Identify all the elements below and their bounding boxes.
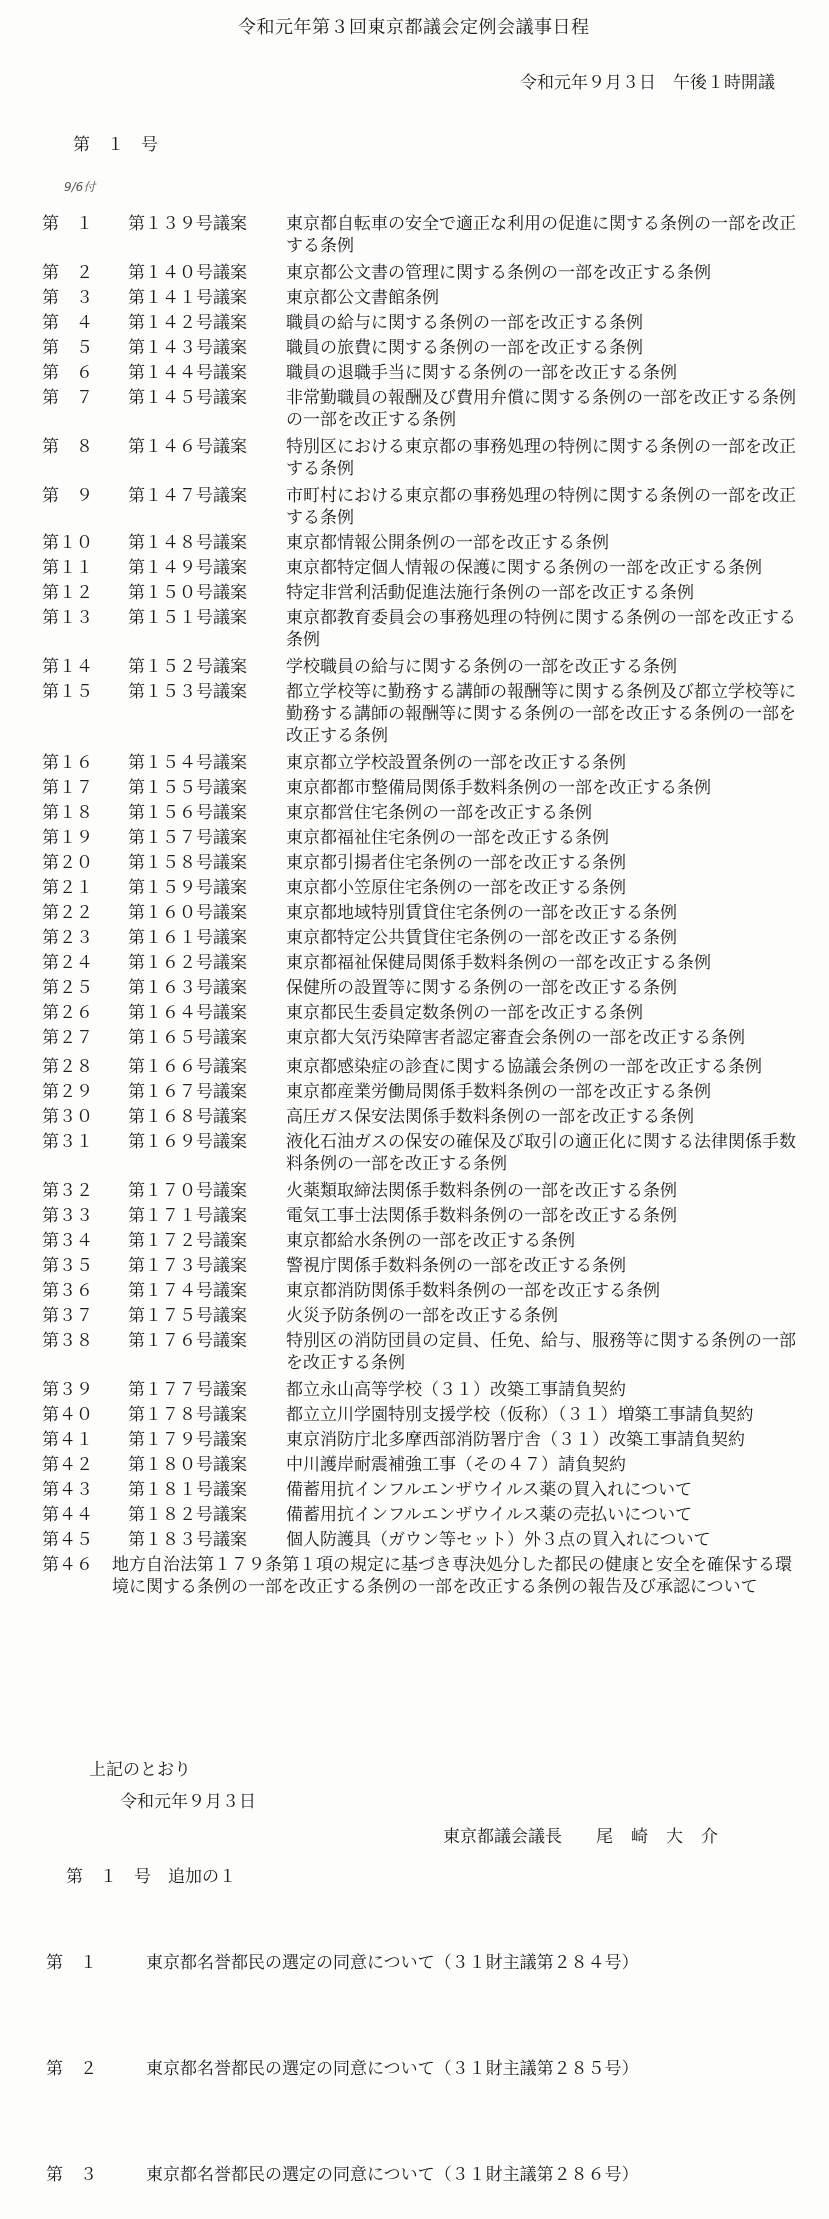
agenda-item: [0, 681, 829, 747]
agenda-item-title: 高圧ガス保安法関係手数料条例の一部を改正する条例: [286, 1107, 694, 1127]
agenda-item-number: 第３９: [42, 1380, 93, 1400]
agenda-item-bill: 第１６４号議案: [128, 1003, 247, 1023]
agenda-item-number: 第２８: [42, 1057, 93, 1077]
agenda-item-bill: 第１４８号議案: [128, 533, 247, 553]
agenda-item-number: 第２９: [42, 1082, 93, 1102]
agenda-item-bill: 第１４３号議案: [128, 338, 247, 358]
agenda-item-number: 第１２: [42, 583, 93, 603]
agenda-item-bill: 第１６３号議案: [128, 978, 247, 998]
agenda-item-number: 第１６: [42, 753, 93, 773]
agenda-item-number: 第 ７: [42, 388, 93, 408]
agenda-item-bill: 第１８０号議案: [128, 1455, 247, 1475]
agenda-item-title: 特別区における東京都の事務処理の特例に関する条例の一部を改正する条例: [286, 437, 796, 479]
agenda-item-bill: 第１７０号議案: [128, 1181, 247, 1201]
agenda-item: [0, 1305, 829, 1327]
agenda-item-title: 東京都感染症の診査に関する協議会条例の一部を改正する条例: [286, 1057, 762, 1077]
agenda-item: [0, 1027, 829, 1049]
agenda-item-title: 備蓄用抗インフルエンザウイルス薬の売払いについて: [286, 1505, 692, 1525]
agenda-item-title: 東京都福祉保健局関係手数料条例の一部を改正する条例: [286, 953, 711, 973]
agenda-item: [0, 656, 829, 678]
agenda-item-number: 第３８: [42, 1331, 93, 1351]
agenda-item-number: 第 ３: [42, 288, 93, 308]
agenda-item: [0, 387, 829, 431]
agenda-item: [0, 927, 829, 949]
additional-item-number: 第 １: [46, 1953, 97, 1973]
session-datetime: 令和元年９月３日 午後１時開議: [520, 73, 775, 93]
agenda-item-number: 第 ９: [42, 486, 93, 506]
agenda-item-number: 第１５: [42, 682, 93, 702]
agenda-item: [0, 1002, 829, 1024]
agenda-item-title: 東京都立学校設置条例の一部を改正する条例: [286, 753, 626, 773]
agenda-list: [0, 210, 829, 1598]
agenda-item: [0, 607, 829, 651]
agenda-item-number: 第３２: [42, 1181, 93, 1201]
additional-item-number: 第 ２: [46, 2059, 97, 2079]
agenda-item-number: 第２４: [42, 953, 93, 973]
agenda-item-title: 職員の旅費に関する条例の一部を改正する条例: [286, 338, 643, 358]
agenda-item-title: 東京都公文書の管理に関する条例の一部を改正する条例: [286, 263, 711, 283]
agenda-item: [0, 262, 829, 284]
agenda-item-bill: 第１８３号議案: [128, 1530, 247, 1550]
agenda-item: [0, 1529, 829, 1551]
handwritten-note: 9/6付: [64, 180, 96, 194]
agenda-item-bill: 第１５７号議案: [128, 828, 247, 848]
agenda-item-title: 東京都営住宅条例の一部を改正する条例: [286, 803, 592, 823]
agenda-item-number: 第２０: [42, 853, 93, 873]
agenda-item-number: 第２３: [42, 928, 93, 948]
agenda-item: [0, 1230, 829, 1252]
agenda-item-title: 市町村における東京都の事務処理の特例に関する条例の一部を改正する条例: [286, 486, 796, 528]
agenda-item-bill: 第１５０号議案: [128, 583, 247, 603]
agenda-item: [0, 485, 829, 529]
agenda-item-title: 職員の退職手当に関する条例の一部を改正する条例: [286, 363, 677, 383]
agenda-item-number: 第４５: [42, 1530, 93, 1550]
agenda-item-bill: 第１８２号議案: [128, 1505, 247, 1525]
agenda-item-bill: 第１７７号議案: [128, 1380, 247, 1400]
agenda-item-number: 第３６: [42, 1281, 93, 1301]
agenda-item-bill: 第１６６号議案: [128, 1057, 247, 1077]
agenda-item-title: 東京都自転車の安全で適正な利用の促進に関する条例の一部を改正する条例: [286, 214, 796, 256]
closing-statement: 上記のとおり: [89, 1760, 191, 1780]
agenda-item-number: 第３５: [42, 1256, 93, 1276]
agenda-item-bill: 第１４５号議案: [128, 388, 247, 408]
agenda-item-number: 第１９: [42, 828, 93, 848]
agenda-item-title: 東京都消防関係手数料条例の一部を改正する条例: [286, 1281, 660, 1301]
chair-name: 尾崎大介: [596, 1827, 736, 1847]
agenda-item-bill: 第１４４号議案: [128, 363, 247, 383]
agenda-item-number: 第４３: [42, 1480, 93, 1500]
agenda-item: [0, 1379, 829, 1401]
agenda-item-bill: 第１７１号議案: [128, 1206, 247, 1226]
agenda-item-title: 備蓄用抗インフルエンザウイルス薬の買入れについて: [286, 1480, 692, 1500]
agenda-item-title: 東京都特定公共賃貸住宅条例の一部を改正する条例: [286, 928, 677, 948]
agenda-item-number: 第 ４: [42, 313, 93, 333]
agenda-item: [0, 877, 829, 899]
agenda-item-bill: 第１４２号議案: [128, 313, 247, 333]
agenda-item: [0, 1429, 829, 1451]
agenda-item-bill: 第１６１号議案: [128, 928, 247, 948]
agenda-item-number: 第 ６: [42, 363, 93, 383]
agenda-item-title: 東京都公文書館条例: [286, 288, 439, 308]
agenda-item: [0, 557, 829, 579]
agenda-item: [0, 1330, 829, 1374]
agenda-item: [0, 952, 829, 974]
agenda-item-title: 東京都地域特別賃貸住宅条例の一部を改正する条例: [286, 903, 677, 923]
agenda-item-title: 保健所の設置等に関する条例の一部を改正する条例: [286, 978, 677, 998]
agenda-item: [0, 1255, 829, 1277]
agenda-item-title: 都立学校等に勤務する講師の報酬等に関する条例及び都立学校等に勤務する講師の報酬等に関する条例の一部を改正する条例の一部を改正する条例: [286, 682, 796, 746]
agenda-item: [0, 1479, 829, 1501]
agenda-item: [0, 752, 829, 774]
agenda-item-number: 第４２: [42, 1455, 93, 1475]
agenda-item-bill: 第１５１号議案: [128, 608, 247, 628]
agenda-item-bill: 第１７５号議案: [128, 1306, 247, 1326]
agenda-item-number: 第４６: [42, 1555, 93, 1575]
agenda-item-bill: 第１７９号議案: [128, 1430, 247, 1450]
agenda-item-number: 第１４: [42, 657, 93, 677]
agenda-item: [0, 213, 829, 257]
agenda-item-bill: 第１４１号議案: [128, 288, 247, 308]
agenda-item-number: 第２１: [42, 878, 93, 898]
agenda-item: [0, 1504, 829, 1526]
additional-item-title: 東京都名誉都民の選定の同意について（３１財主議第２８６号）: [146, 2165, 639, 2185]
agenda-item-number: 第２６: [42, 1003, 93, 1023]
agenda-item-bill: 第１４０号議案: [128, 263, 247, 283]
agenda-item-title: 東京消防庁北多摩西部消防署庁舎（３１）改築工事請負契約: [286, 1430, 745, 1450]
agenda-item: [0, 902, 829, 924]
agenda-item-number: 第２７: [42, 1028, 93, 1048]
agenda-item: [0, 1404, 829, 1426]
agenda-item: [0, 777, 829, 799]
agenda-item-number: 第１３: [42, 608, 93, 628]
chair-title: 東京都議会議長: [443, 1827, 562, 1847]
agenda-item: [0, 1554, 829, 1598]
agenda-item-bill: 第１６５号議案: [128, 1028, 247, 1048]
additional-item-title: 東京都名誉都民の選定の同意について（３１財主議第２８５号）: [146, 2059, 639, 2079]
agenda-item: [0, 1056, 829, 1078]
agenda-item-bill: 第１４６号議案: [128, 437, 247, 457]
agenda-item-bill: 第１４７号議案: [128, 486, 247, 506]
additional-header: 第 １ 号 追加の１: [66, 1867, 236, 1887]
agenda-item-number: 第１１: [42, 558, 93, 578]
agenda-item: [0, 1454, 829, 1476]
agenda-item-number: 第 ２: [42, 263, 93, 283]
agenda-item-number: 第 ５: [42, 338, 93, 358]
agenda-item-title: 東京都民生委員定数条例の一部を改正する条例: [286, 1003, 643, 1023]
agenda-item: [0, 287, 829, 309]
agenda-item-number: 第４１: [42, 1430, 93, 1450]
agenda-item-title: 都立永山高等学校（３１）改築工事請負契約: [286, 1380, 626, 1400]
agenda-item-bill: 第１３９号議案: [128, 214, 247, 234]
agenda-item-bill: 第１５３号議案: [128, 682, 247, 702]
agenda-item-number: 第２５: [42, 978, 93, 998]
agenda-item: [0, 582, 829, 604]
agenda-item-bill: 第１４９号議案: [128, 558, 247, 578]
agenda-item: [0, 1106, 829, 1128]
agenda-item-bill: 第１７４号議案: [128, 1281, 247, 1301]
agenda-item: [0, 827, 829, 849]
agenda-item: [0, 1205, 829, 1227]
agenda-item-number: 第 １: [42, 214, 93, 234]
agenda-item-title: 東京都給水条例の一部を改正する条例: [286, 1231, 575, 1251]
agenda-item-number: 第１７: [42, 778, 93, 798]
agenda-item-title: 東京都福祉住宅条例の一部を改正する条例: [286, 828, 609, 848]
agenda-item-bill: 第１５５号議案: [128, 778, 247, 798]
agenda-item-bill: 第１５４号議案: [128, 753, 247, 773]
agenda-item: [0, 977, 829, 999]
agenda-item-title: 火災予防条例の一部を改正する条例: [286, 1306, 558, 1326]
agenda-item-title: 東京都情報公開条例の一部を改正する条例: [286, 533, 609, 553]
agenda-item: [0, 532, 829, 554]
agenda-item-bill: 第１７６号議案: [128, 1331, 247, 1351]
agenda-item-number: 第３１: [42, 1132, 93, 1152]
agenda-item-title: 東京都小笠原住宅条例の一部を改正する条例: [286, 878, 626, 898]
agenda-item-number: 第２２: [42, 903, 93, 923]
agenda-item-bill: 第１５６号議案: [128, 803, 247, 823]
agenda-item-bill: 第１６８号議案: [128, 1107, 247, 1127]
agenda-item-number: 第 ８: [42, 437, 93, 457]
agenda-item-title: 個人防護具（ガウン等セット）外３点の買入れについて: [286, 1530, 711, 1550]
agenda-item-bill: 第１７２号議案: [128, 1231, 247, 1251]
agenda-item-title: 電気工事士法関係手数料条例の一部を改正する条例: [286, 1206, 677, 1226]
agenda-item-title: 中川護岸耐震補強工事（その４７）請負契約: [286, 1455, 626, 1475]
agenda-item: [0, 1180, 829, 1202]
agenda-item-title: 液化石油ガスの保安の確保及び取引の適正化に関する法律関係手数料条例の一部を改正する条例: [286, 1132, 796, 1174]
agenda-item-bill: 第１６２号議案: [128, 953, 247, 973]
agenda-item: [0, 436, 829, 480]
agenda-item: [0, 362, 829, 384]
agenda-item-bill: 第１５２号議案: [128, 657, 247, 677]
agenda-item-number: 第３０: [42, 1107, 93, 1127]
agenda-item-number: 第３４: [42, 1231, 93, 1251]
agenda-item-title: 東京都特定個人情報の保護に関する条例の一部を改正する条例: [286, 558, 762, 578]
agenda-item-title: 火薬類取締法関係手数料条例の一部を改正する条例: [286, 1181, 677, 1201]
agenda-item-number: 第３７: [42, 1306, 93, 1326]
agenda-item-title: 東京都産業労働局関係手数料条例の一部を改正する条例: [286, 1082, 711, 1102]
agenda-item-number: 第１０: [42, 533, 93, 553]
session-number: 第 １ 号: [73, 135, 158, 155]
additional-item-number: 第 ３: [46, 2165, 97, 2185]
agenda-item-bill: 第１７８号議案: [128, 1405, 247, 1425]
agenda-item: [0, 337, 829, 359]
agenda-item-title: 職員の給与に関する条例の一部を改正する条例: [286, 313, 643, 333]
agenda-item-title: 都立立川学園特別支援学校（仮称）（３１）増築工事請負契約: [286, 1405, 754, 1425]
closing-date: 令和元年９月３日: [120, 1792, 256, 1812]
agenda-item-title: 特別区の消防団員の定員、任免、給与、服務等に関する条例の一部を改正する条例: [286, 1331, 796, 1373]
agenda-item-title: 東京都都市整備局関係手数料条例の一部を改正する条例: [286, 778, 711, 798]
agenda-item-title: 特定非営利活動促進法施行条例の一部を改正する条例: [286, 583, 694, 603]
agenda-item-title: 地方自治法第１７９条第１項の規定に基づき専決処分した都民の健康と安全を確保する環境に関する条例の一部を改正する条例の一部を改正する条例の報告及び承認について: [112, 1555, 792, 1597]
agenda-item: [0, 1131, 829, 1175]
agenda-item-title: 東京都教育委員会の事務処理の特例に関する条例の一部を改正する条例: [286, 608, 796, 650]
agenda-item-bill: 第１５９号議案: [128, 878, 247, 898]
document-title: 令和元年第３回東京都議会定例会議事日程: [238, 17, 590, 38]
agenda-item-bill: 第１６７号議案: [128, 1082, 247, 1102]
agenda-item-title: 警視庁関係手数料条例の一部を改正する条例: [286, 1256, 626, 1276]
agenda-item-number: 第３３: [42, 1206, 93, 1226]
agenda-item-title: 非常勤職員の報酬及び費用弁償に関する条例の一部を改正する条例の一部を改正する条例: [286, 388, 796, 430]
agenda-item-number: 第１８: [42, 803, 93, 823]
agenda-item-bill: 第１５８号議案: [128, 853, 247, 873]
agenda-item-number: 第４０: [42, 1405, 93, 1425]
agenda-item-number: 第４４: [42, 1505, 93, 1525]
agenda-item-bill: 第１６９号議案: [128, 1132, 247, 1152]
agenda-item: [0, 852, 829, 874]
agenda-item-bill: 第１８１号議案: [128, 1480, 247, 1500]
agenda-item-title: 東京都大気汚染障害者認定審査会条例の一部を改正する条例: [286, 1028, 745, 1048]
agenda-item: [0, 1081, 829, 1103]
additional-item-title: 東京都名誉都民の選定の同意について（３１財主議第２８４号）: [146, 1953, 639, 1973]
agenda-item-bill: 第１７３号議案: [128, 1256, 247, 1276]
agenda-item: [0, 802, 829, 824]
agenda-item-bill: 第１６０号議案: [128, 903, 247, 923]
agenda-item-title: 学校職員の給与に関する条例の一部を改正する条例: [286, 657, 677, 677]
agenda-item-title: 東京都引揚者住宅条例の一部を改正する条例: [286, 853, 626, 873]
agenda-item: [0, 312, 829, 334]
agenda-item: [0, 1280, 829, 1302]
